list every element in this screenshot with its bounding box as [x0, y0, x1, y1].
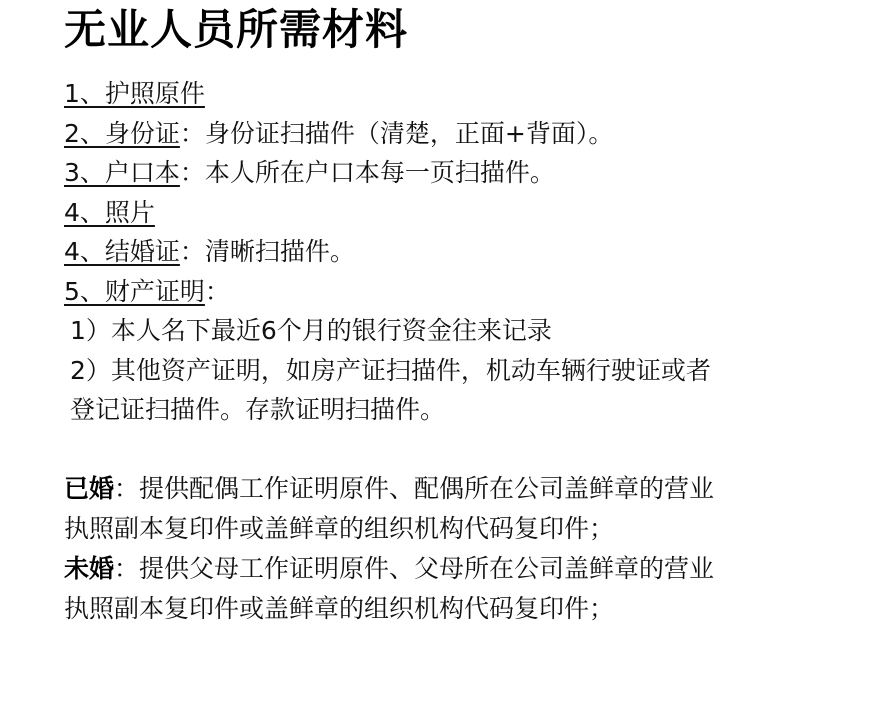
item-label: 4、照片 [64, 197, 155, 227]
married-paragraph [64, 469, 734, 549]
unmarried-label: 未婚 [64, 553, 115, 583]
materials-list [64, 74, 864, 430]
item-text: ：身份证扫描件（清楚，正面+背面）。 [179, 118, 614, 148]
list-item-property-proof [64, 272, 864, 312]
document [64, 0, 864, 629]
item-label: 5、财产证明 [64, 276, 205, 306]
married-text: ：提供配偶工作证明原件、配偶所在公司盖鲜章的营业执照副本复印件或盖鲜章的组织机构代码复印件； [64, 473, 715, 543]
subitem-bank-records: 1）本人名下最近6个月的银行资金往来记录 [70, 316, 552, 345]
unmarried-paragraph [64, 549, 734, 629]
marital-status-section [64, 469, 734, 629]
married-label: 已婚 [64, 473, 115, 503]
item-text: ：清晰扫描件。 [179, 237, 355, 266]
subitem-other-assets: 2）其他资产证明，如房产证扫描件，机动车辆行驶证或者登记证扫描件。存款证明扫描件。 [70, 355, 711, 424]
list-item-passport [64, 74, 864, 114]
item-label: 3、户口本 [64, 158, 180, 187]
page-title: 无业人员所需材料 [64, 5, 409, 54]
list-item-photo [64, 193, 864, 233]
item-label: 2、身份证 [64, 118, 180, 148]
list-item-household-register [64, 153, 864, 193]
list-item-id-card [64, 114, 864, 154]
item-text: ：本人所在户口本每一页扫描件。 [179, 158, 555, 187]
list-item-marriage-certificate [64, 232, 864, 272]
unmarried-text: ：提供父母工作证明原件、父母所在公司盖鲜章的营业执照副本复印件或盖鲜章的组织机构代码复印件； [64, 553, 715, 623]
item-label: 1、护照原件 [64, 79, 205, 108]
item-label: 4、结婚证 [64, 237, 180, 266]
item-text: ： [204, 276, 230, 306]
